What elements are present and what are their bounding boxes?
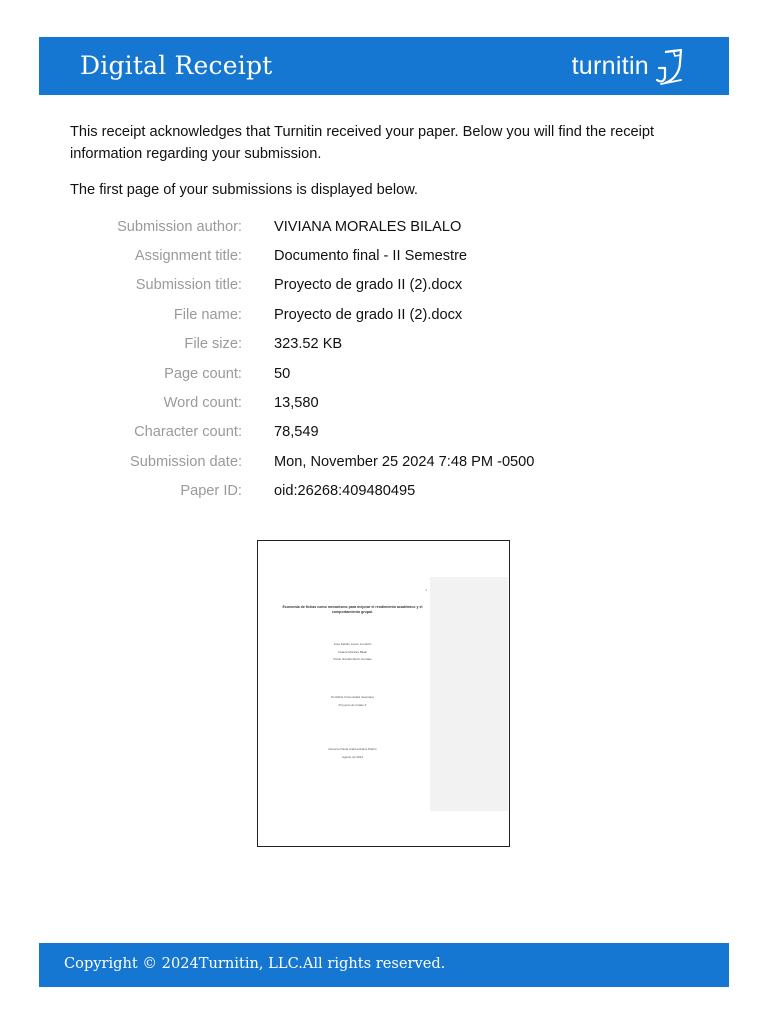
thumbnail-university: Pontificia Universidad Javeriana xyxy=(331,695,374,699)
receipt-header xyxy=(39,37,729,95)
page-title: Digital Receipt xyxy=(80,51,273,80)
detail-row-submission-title xyxy=(70,271,710,300)
thumbnail-authors xyxy=(280,641,425,664)
detail-value: Mon, November 25 2024 7:48 PM -0500 xyxy=(274,453,535,470)
detail-label: Assignment title: xyxy=(134,248,242,265)
receipt-footer xyxy=(39,943,729,987)
detail-value: oid:26268:409480495 xyxy=(274,483,416,500)
thumbnail-author: Oscar Nicolás Marín Hurtado xyxy=(333,657,372,662)
detail-row-file-name xyxy=(70,300,710,329)
detail-value: 323.52 KB xyxy=(274,336,343,353)
detail-row-character-count xyxy=(70,418,710,447)
detail-label: Paper ID: xyxy=(180,483,242,500)
receipt-intro: This receipt acknowledges that Turnitin received your paper. Below you will find the receipt information regarding your submission. xyxy=(70,124,655,162)
thumbnail-author: José Fabián López Londoño xyxy=(333,642,372,646)
brand-name: turnitin xyxy=(571,51,649,80)
thumbnail-advisor xyxy=(280,746,425,761)
detail-row-author xyxy=(70,212,710,241)
turnitin-brand xyxy=(572,46,689,86)
detail-row-file-size xyxy=(70,330,710,359)
detail-row-page-count xyxy=(70,359,710,388)
thumbnail-advisor-name: Docente Paula Andrea Ibarra Patiño xyxy=(328,747,377,751)
detail-value: Documento final - II Semestre xyxy=(274,248,468,265)
detail-value: Proyecto de grado II (2).docx xyxy=(274,306,463,323)
detail-value: 13,580 xyxy=(274,395,319,412)
detail-row-word-count xyxy=(70,388,710,417)
copyright-text: Copyright © 2024Turnitin, LLC.All rights reserved. xyxy=(64,955,446,972)
detail-row-paper-id xyxy=(70,477,710,506)
detail-label: Submission author: xyxy=(117,218,242,235)
thumbnail-author: Viviana Morales Bilalo xyxy=(337,649,368,654)
detail-label: Word count: xyxy=(163,395,242,412)
thumbnail-shaded-area xyxy=(430,577,508,811)
thumbnail-course: Proyecto de Grado II xyxy=(338,702,367,707)
first-page-note: The first page of your submissions is displayed below. xyxy=(70,182,418,198)
submission-details xyxy=(70,212,710,506)
detail-value: 50 xyxy=(274,365,291,382)
detail-label: File size: xyxy=(184,336,242,353)
thumbnail-date: Agosto de 2024 xyxy=(341,754,364,759)
thumbnail-paper-title: Economía de fichas como mecanismo para mejorar el rendimiento académico y el comportamiento grupal. xyxy=(282,605,423,614)
detail-label: Page count: xyxy=(164,365,242,382)
detail-label: Character count: xyxy=(134,424,242,441)
detail-value: 78,549 xyxy=(274,424,319,441)
detail-value: Proyecto de grado II (2).docx xyxy=(274,277,463,294)
detail-row-assignment-title xyxy=(70,241,710,270)
thumbnail-page-number: 1 xyxy=(425,588,427,592)
detail-label: Submission date: xyxy=(130,453,242,470)
detail-label: Submission title: xyxy=(135,277,242,294)
turnitin-logo-icon xyxy=(651,46,689,86)
detail-row-submission-date xyxy=(70,447,710,476)
first-page-thumbnail xyxy=(257,540,510,847)
detail-value: VIVIANA MORALES BILALO xyxy=(274,218,462,235)
thumbnail-institution xyxy=(280,694,425,709)
detail-label: File name: xyxy=(173,306,242,323)
